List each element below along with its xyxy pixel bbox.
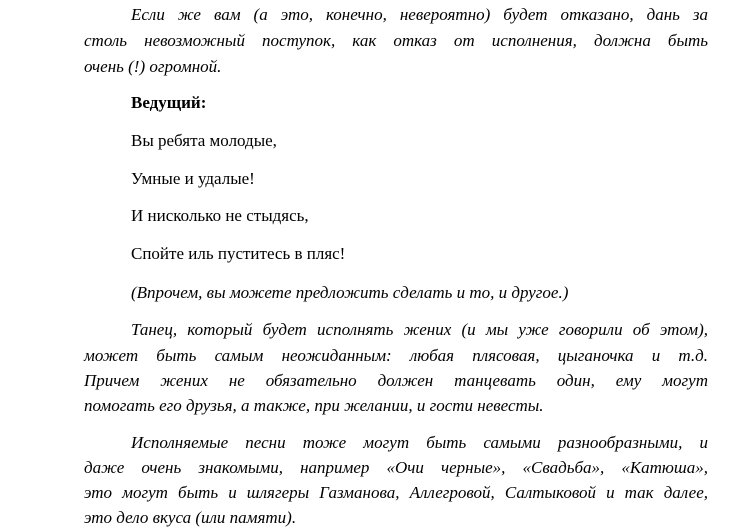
poem-line-3: И нисколько не стыдясь,: [131, 206, 309, 225]
paragraph2-line-2: может быть самым неожиданным: любая плясовая, цыганочка и т.д.: [84, 346, 708, 365]
speaker-label: Ведущий:: [131, 93, 207, 112]
paragraph3-line-4: это дело вкуса (или памяти).: [84, 508, 297, 527]
paragraph1-line-2: столь невозможный поступок, как отказ от исполнения, должна быть: [84, 31, 708, 50]
paragraph2-line-3: Причем жених не обязательно должен танцевать один, ему могут: [84, 371, 708, 390]
poem-line-2: Умные и удалые!: [131, 169, 255, 188]
poem-line-4: Спойте иль пуститесь в пляс!: [131, 244, 346, 263]
stage-note: (Впрочем, вы можете предложить сделать и то, и другое.): [131, 283, 569, 302]
paragraph2-line-1: Танец, который будет исполнять жених (и мы уже говорили об этом),: [131, 320, 708, 339]
paragraph3-line-2: даже очень знакомыми, например «Очи черные», «Свадьба», «Катюша»,: [84, 458, 708, 477]
paragraph3-line-1: Исполняемые песни тоже могут быть самыми разнообразными, и: [131, 433, 708, 452]
poem-line-1: Вы ребята молодые,: [131, 131, 277, 150]
paragraph1-line-3: очень (!) огромной.: [84, 57, 222, 76]
paragraph2-line-4: помогать его друзья, а также, при желании, и гости невесты.: [84, 396, 544, 415]
paragraph3-line-3: это могут быть и шлягеры Газманова, Аллегровой, Салтыковой и так далее,: [84, 483, 708, 502]
paragraph1-line-1: Если же вам (а это, конечно, невероятно) будет отказано, дань за: [131, 5, 708, 24]
